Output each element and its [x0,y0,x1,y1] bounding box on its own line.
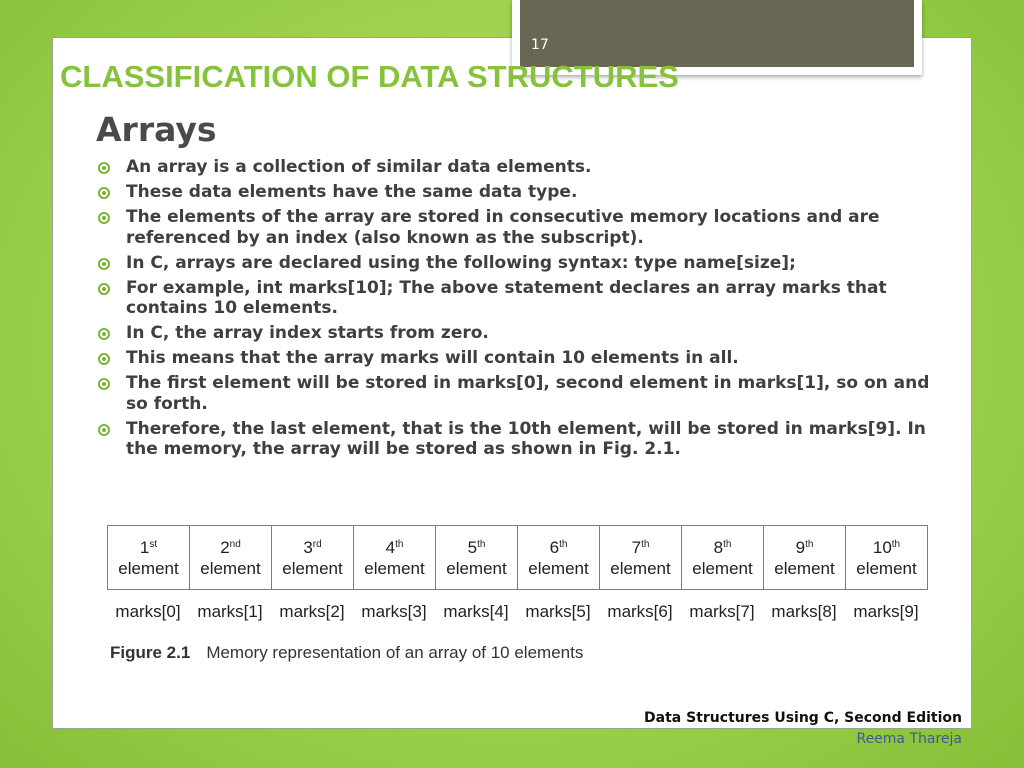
bullet-item [98,373,946,414]
bullet-item [98,278,946,319]
cell-ordinal: 5 [467,537,478,557]
cell-ordinal-suffix: rd [312,538,322,550]
bullet-list [98,157,946,464]
cell-ordinal-suffix: th [395,538,404,550]
bullet-item [98,207,946,248]
cell-ordinal-suffix: th [641,538,650,550]
cell-ordinal-suffix: st [149,538,158,550]
cell-ordinal: 10 [872,537,892,557]
cell-word: element [774,558,835,578]
array-cell [354,526,436,590]
bullet-text: The first element will be stored in marks[0], second element in marks[1], so on and so forth. [126,373,930,414]
cell-ordinal-suffix: th [477,538,486,550]
array-index-label: marks[7] [689,602,755,621]
array-cells-row [108,526,928,590]
figure-caption [110,643,583,663]
array-cell [108,526,190,590]
bullet-icon [98,328,110,340]
bullet-text: In C, the array index starts from zero. [126,323,489,343]
array-cell [600,526,682,590]
cell-word: element [364,558,425,578]
bullet-icon [98,378,110,390]
footer-author: Reema Thareja [856,731,962,747]
figure-label: Figure 2.1 [110,643,191,662]
bullet-item [98,157,946,178]
bullet-icon [98,258,110,270]
array-index-row [107,602,927,622]
bullet-item [98,323,946,344]
cell-ordinal-suffix: nd [229,538,241,550]
cell-ordinal: 3 [303,537,313,557]
array-index-label: marks[2] [279,602,345,621]
array-cell [682,526,764,590]
cell-word: element [856,558,917,578]
array-memory-figure [107,525,928,590]
cell-ordinal: 4 [385,537,396,557]
cell-ordinal: 9 [795,537,806,557]
bullet-icon [98,424,110,436]
cell-ordinal-suffix: th [805,538,814,550]
cell-ordinal: 7 [631,537,642,557]
cell-word: element [692,558,753,578]
array-index-label: marks[3] [361,602,427,621]
array-index-label: marks[9] [853,602,919,621]
cell-ordinal: 2 [220,537,230,557]
cell-word: element [118,558,179,578]
array-index-label: marks[4] [443,602,509,621]
figure-caption-text: Memory representation of an array of 10 elements [206,643,584,662]
cell-ordinal-suffix: th [723,538,732,550]
cell-ordinal: 1 [139,537,150,557]
cell-word: element [610,558,671,578]
array-cell [272,526,354,590]
bullet-text: The elements of the array are stored in consecutive memory locations and are referenced by an index (also known as the subscript). [126,207,880,248]
bullet-icon [98,187,110,199]
bullet-text: Therefore, the last element, that is the 10th element, will be stored in marks[9]. In the memory, the array will be stored as shown in Fig. 2.1. [126,418,926,459]
bullet-text: For example, int marks[10]; The above statement declares an array marks that contains 10 elements. [126,277,887,318]
cell-ordinal-suffix: th [559,538,568,550]
slide-title: CLASSIFICATION OF DATA STRUCTURES [60,59,679,94]
slide-number: 17 [531,37,549,53]
array-cell [190,526,272,590]
section-heading: Arrays [96,110,217,149]
cell-word: element [200,558,261,578]
bullet-icon [98,353,110,365]
array-cell [436,526,518,590]
array-index-label: marks[0] [115,602,181,621]
bullet-item [98,348,946,369]
bullet-text: In C, arrays are declared using the following syntax: type name[size]; [126,252,796,273]
array-index-label: marks[8] [771,602,837,621]
array-cell [518,526,600,590]
bullet-item [98,419,946,460]
slide-number-inner [520,0,914,67]
bullet-item [98,253,946,274]
array-index-label: marks[1] [197,602,263,621]
bullet-text: An array is a collection of similar data elements. [126,157,592,177]
cell-ordinal: 6 [549,537,560,557]
cell-word: element [282,558,343,578]
bullet-icon [98,283,110,295]
footer-book-title: Data Structures Using C, Second Edition [644,710,962,726]
bullet-icon [98,212,110,224]
array-index-label: marks[6] [607,602,673,621]
array-index-label: marks[5] [525,602,591,621]
array-cell [764,526,846,590]
array-cell [846,526,928,590]
bullet-text: These data elements have the same data type. [126,182,578,202]
bullet-text: This means that the array marks will contain 10 elements in all. [126,348,739,368]
bullet-item [98,182,946,203]
bullet-icon [98,162,110,174]
cell-ordinal-suffix: th [891,538,901,550]
cell-ordinal: 8 [713,537,724,557]
cell-word: element [528,558,589,578]
cell-word: element [446,558,507,578]
